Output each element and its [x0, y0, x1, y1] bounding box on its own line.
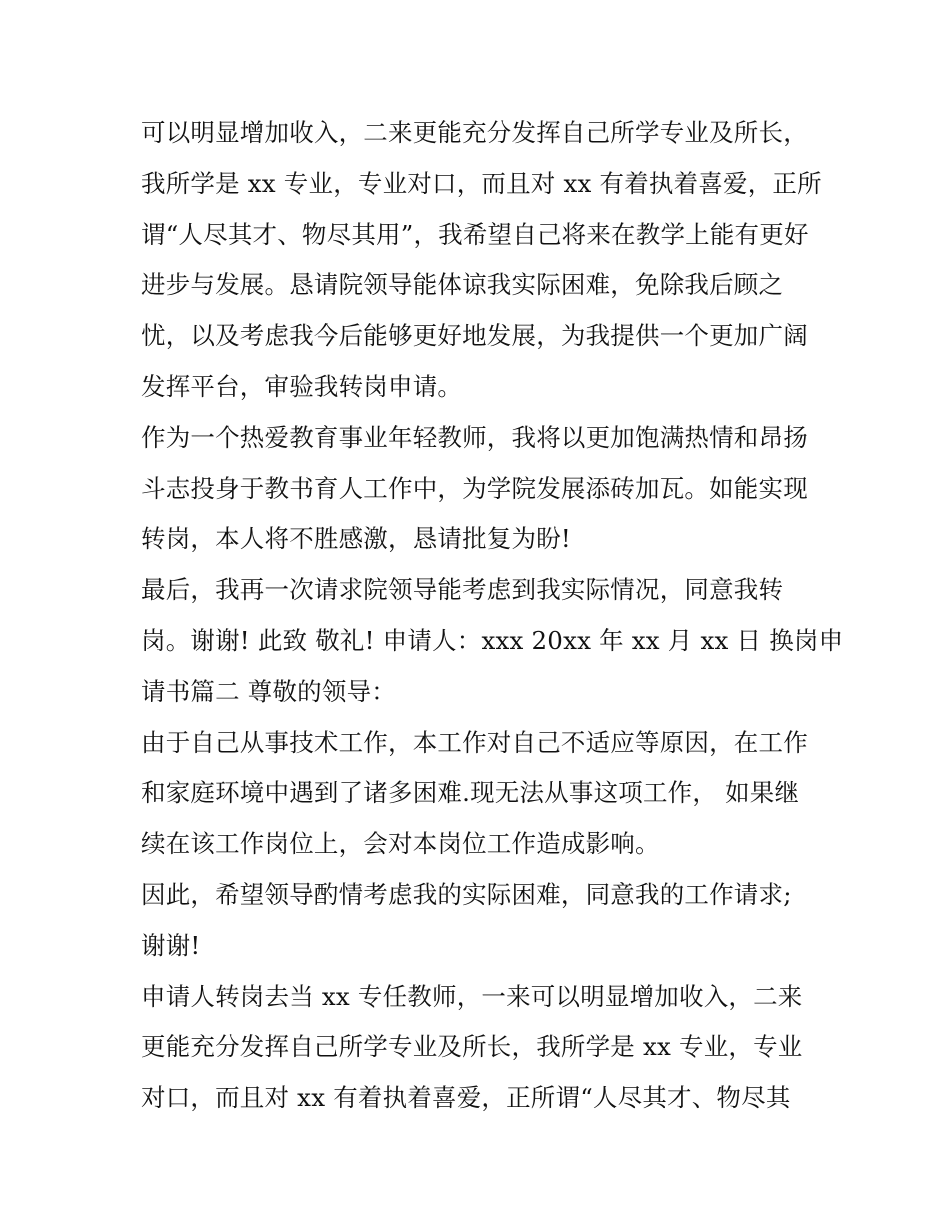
text-line: 因此，希望领导酌情考虑我的实际困难，同意我的工作请求;: [141, 879, 792, 909]
text-line: 对口，而且对 xx 有着执着喜爱，正所谓“人尽其才、物尽其: [141, 1083, 791, 1113]
text-line: 请书篇二 尊敬的领导：: [141, 676, 396, 706]
text-line: 谓“人尽其才、物尽其用”，我希望自己将来在教学上能有更好: [141, 219, 809, 249]
text-line: 作为一个热爱教育事业年轻教师，我将以更加饱满热情和昂扬: [141, 422, 808, 452]
text-line: 和家庭环境中遇到了诸多困难.现无法从事这项工作， 如果继: [141, 778, 800, 808]
text-line: 续在该工作岗位上，会对本岗位工作造成影响。: [141, 829, 660, 859]
text-line: 岗。谢谢! 此致 敬礼! 申请人：xxx 20xx 年 xx 月 xx 日 换岗申: [141, 625, 844, 655]
text-line: 最后，我再一次请求院领导能考虑到我实际情况，同意我转: [141, 575, 784, 605]
text-line: 忧，以及考虑我今后能够更好地发展，为我提供一个更加广阔: [141, 321, 808, 351]
text-line: 更能充分发挥自己所学专业及所长，我所学是 xx 专业，专业: [141, 1032, 803, 1062]
text-line: 可以明显增加收入，二来更能充分发挥自己所学专业及所长，: [141, 118, 808, 147]
text-line: 斗志投身于教书育人工作中，为学院发展添砖加瓦。如能实现: [141, 473, 808, 503]
text-line: 申请人转岗去当 xx 专任教师，一来可以明显增加收入，二来: [141, 981, 803, 1011]
text-line: 转岗，本人将不胜感激，恳请批复为盼!: [141, 524, 571, 554]
text-line: 谢谢!: [141, 930, 201, 960]
document-body: [141, 108, 844, 1124]
text-line: 发挥平台，审验我转岗申请。: [141, 371, 463, 401]
text-line: 进步与发展。恳请院领导能体谅我实际困难，免除我后顾之: [141, 270, 784, 300]
text-line: 由于自己从事技术工作，本工作对自己不适应等原因，在工作: [141, 727, 808, 757]
text-line: 我所学是 xx 专业，专业对口，而且对 xx 有着执着喜爱，正所: [141, 168, 822, 198]
